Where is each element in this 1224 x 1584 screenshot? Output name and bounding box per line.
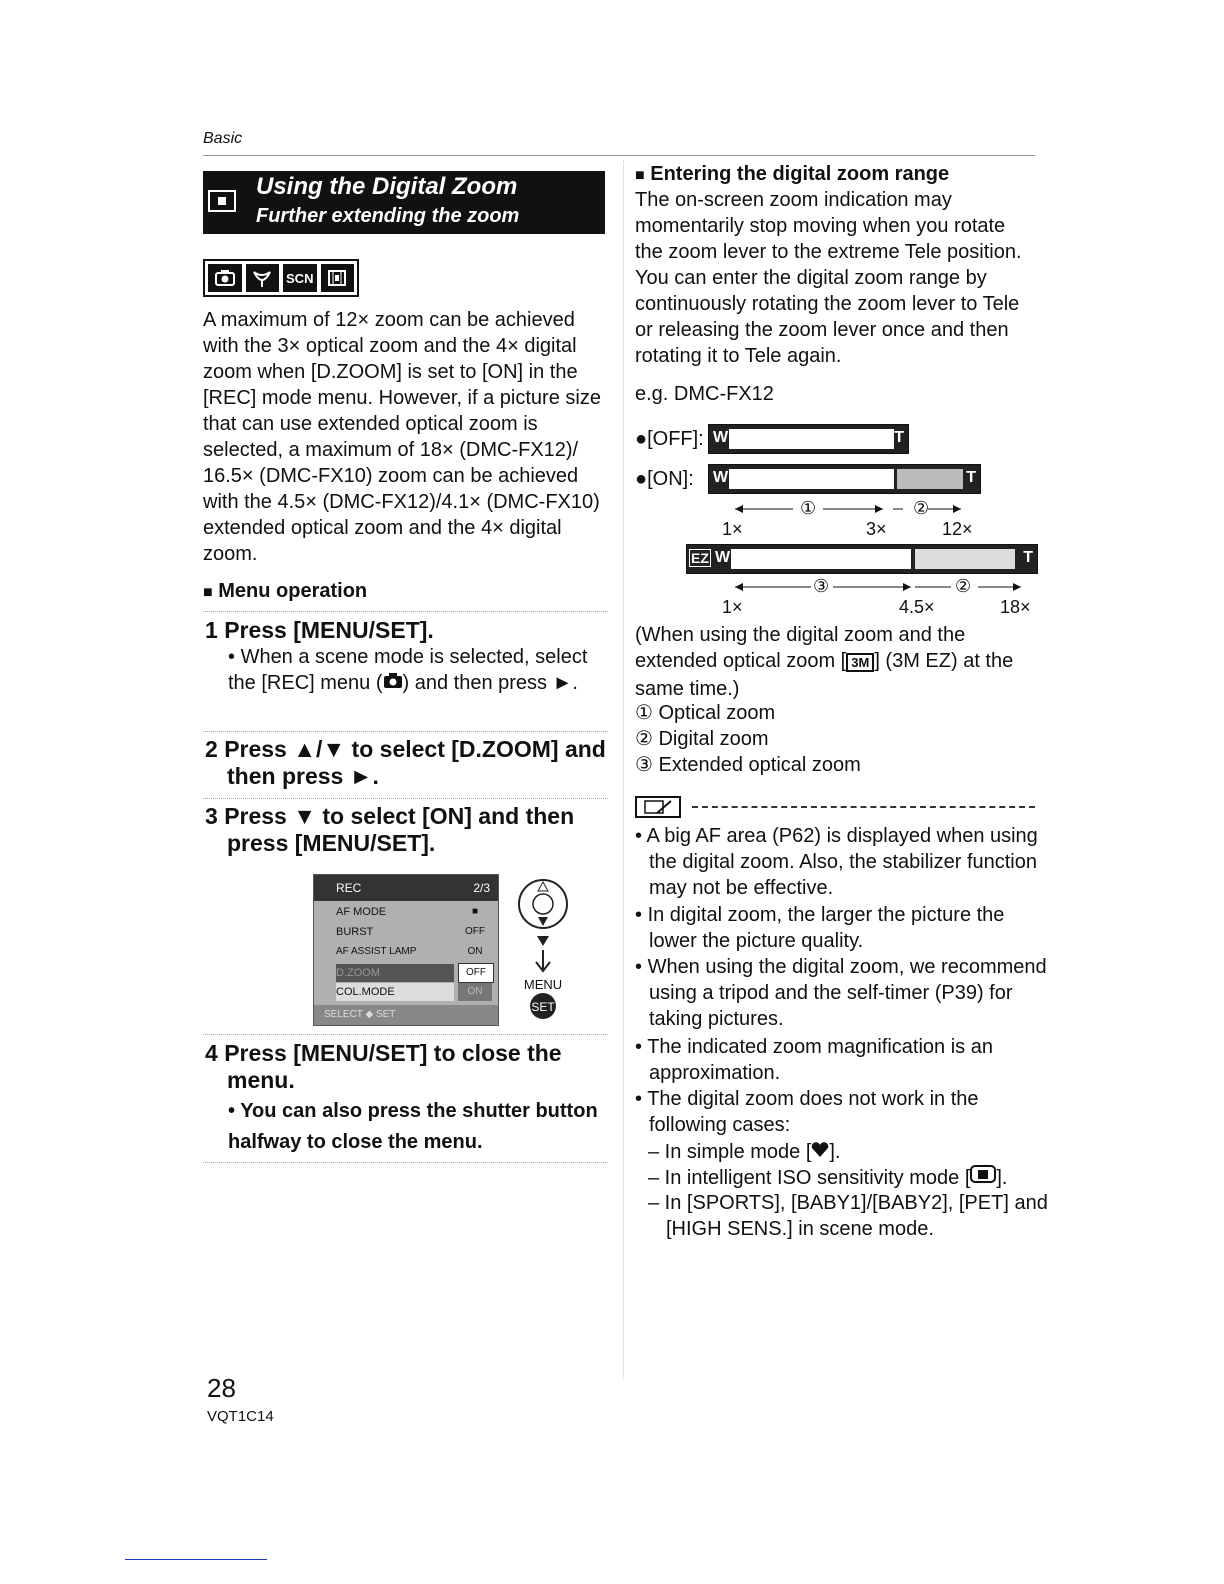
step-4-note: • You can also press the shutter button halfway to close the menu. [228,1100,598,1153]
mode-icons [203,259,359,297]
digital-zoom-icon [208,190,236,212]
set-button-icon [528,992,558,1020]
svg-text:SET: SET [531,1000,555,1014]
zoom-bar-off: W T [708,424,909,454]
scale2-1x: 1× [722,597,743,617]
note-5: • The digital zoom does not work in the following cases: [635,1088,979,1136]
step-1-note: • When a scene mode is selected, select the [REC] menu ( ) and then press ►. [228,646,588,694]
scale1-12x: 12× [942,519,973,539]
scene-icon: SCN [283,264,317,292]
footer-rule [125,1559,267,1560]
menu-row-af-assist: AF ASSIST LAMP [336,946,417,957]
note-icon [635,796,681,818]
menu-row-af-mode: AF MODE [336,906,387,918]
scale1-1x: 1× [722,519,743,539]
step-3: 3 Press ▼ to select [ON] and then press [MENU/SET]. [205,803,575,856]
on-label: ●[ON]: [635,468,694,490]
down-arrow-icon [533,934,553,974]
menu-header: REC 2/3 [314,875,498,901]
step-2: 2 Press ▲/▼ to select [D.ZOOM] and then press ►. [205,736,606,789]
note-2: • In digital zoom, the larger the picture the lower the picture quality. [635,904,1005,952]
entering-text: The on-screen zoom indication may momentarily stop moving when you rotate the zoom lever to the extreme Tele position. You can enter the digital zoom range by continuously rotating the zoom lever to Tele or releasing the zoom lever once and then rotating it to Tele again. [635,189,1022,367]
menu-footer: SELECT ◆ SET [314,1005,498,1025]
page-title: Using the Digital Zoom [256,173,518,200]
section-title-box [203,171,605,234]
scale2-4-5x: 4.5× [899,597,935,617]
zoom-bar-ez: EZ W T [686,544,1038,574]
circle-2-b: ② [955,576,972,596]
case-3: – In [SPORTS], [BABY1]/[BABY2], [PET] and [HIGH SENS.] in scene mode. [648,1192,1048,1240]
note-4: • The indicated zoom magnification is an approximation. [635,1036,993,1084]
scale2-18x: 18× [1000,597,1031,617]
legend-1: ① Optical zoom [635,702,776,724]
circle-3: ③ [813,576,830,596]
camera-icon [383,673,403,689]
menu-row-col-mode: COL.MODE [336,983,454,1001]
when-text: (When using the digital zoom and the extended optical zoom [ 3M ] (3M EZ) at the same time.) [635,624,1014,700]
note-3: • When using the digital zoom, we recommend using a tripod and the self-timer (P39) for taking pictures. [635,956,1047,1030]
page-subtitle: Further extending the zoom [256,205,520,227]
menu-operation-heading: ■ Menu operation [203,580,368,602]
flower-icon [246,264,280,292]
case-1: – In simple mode [ ]. [648,1141,841,1163]
intro-text: A maximum of 12× zoom can be achieved with the 3× optical zoom and the 4× digital zoom when [D.ZOOM] is set to [ON] in the [REC] mode menu. However, if a picture size that can use extended optical zoom is selected, a maximum of 18× (DMC-FX12)/ 16.5× (DMC-FX10) zoom can be achieved with the 4.5× (DMC-FX12)/4.1× (DMC-FX10) extended optical zoom and the 4× digital zoom. [203,309,601,565]
menu-row-burst: BURST [336,926,374,938]
step-4: 4 Press [MENU/SET] to close the menu. [205,1040,562,1093]
menu-label: MENU [523,977,563,992]
top-rule [203,155,1035,156]
example-label: e.g. DMC-FX12 [635,383,774,405]
off-label: ●[OFF]: [635,428,704,450]
iso-icon [970,1164,996,1184]
legend-3: ③ Extended optical zoom [635,754,861,776]
zoom-range-arrows-2 [733,576,1023,598]
rec-menu-screen: REC 2/3 AF MODE ■ BURST OFF AF ASSIST LAMP ON D.ZOOM OFF COL.MODE ON SELECT ◆ SET [313,874,499,1026]
document-code: VQT1C14 [207,1408,274,1425]
legend-2: ② Digital zoom [635,728,769,750]
menu-row-dzoom: D.ZOOM [336,964,454,982]
heart-icon [811,1142,829,1158]
section-label: Basic [203,130,243,147]
note-divider [692,806,1035,808]
zoom-bar-on: W T [708,464,981,494]
movie-icon [321,264,355,292]
camera-icon [208,264,242,292]
3m-icon: 3M [846,653,874,672]
step-1: 1 Press [MENU/SET]. [205,617,434,643]
circle-1: ① [800,498,817,518]
entering-heading: ■ Entering the digital zoom range [635,163,950,185]
circle-2-a: ② [913,498,930,518]
case-2: – In intelligent ISO sensitivity mode [ ]. [648,1164,1038,1191]
note-1: • A big AF area (P62) is displayed when using the digital zoom. Also, the stabilizer function may not be effective. [635,825,1038,899]
control-diagram [517,877,569,1027]
page-number: 28 [207,1373,236,1403]
scale1-3x: 3× [866,519,887,539]
cursor-pad-icon [517,877,569,931]
